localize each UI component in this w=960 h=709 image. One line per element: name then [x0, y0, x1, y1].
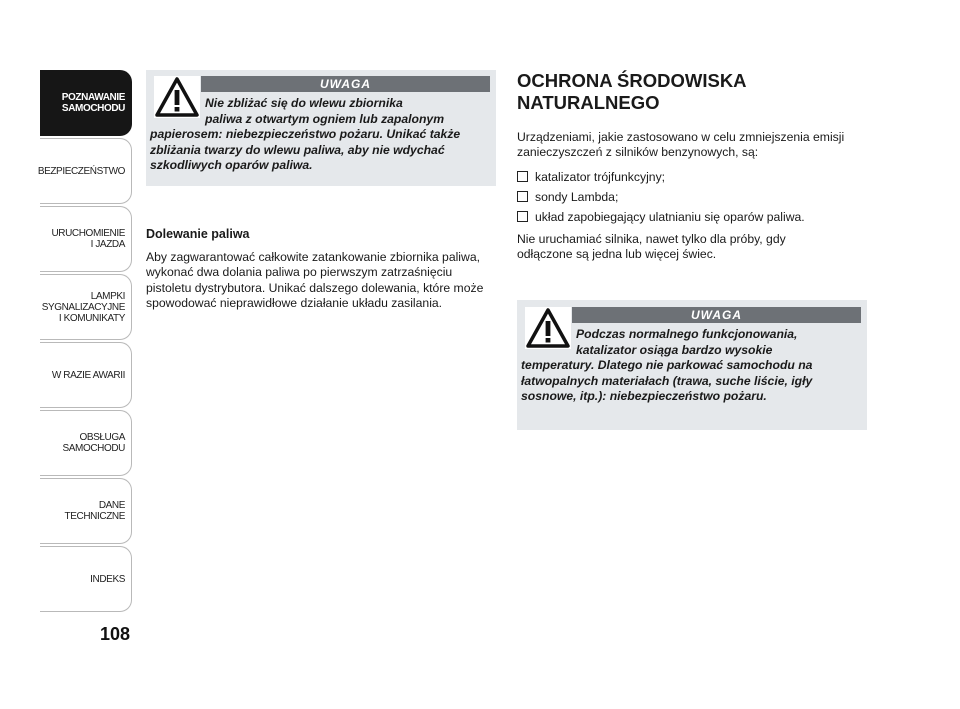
checkbox-icon [517, 211, 528, 222]
list-item-text: sondy Lambda; [535, 190, 619, 204]
tab-dane-techniczne[interactable] [40, 478, 132, 544]
page-title [517, 70, 747, 114]
checkbox-icon [517, 171, 528, 182]
warning-line: Nie zbliżać się do wlewu zbiornika [205, 96, 403, 110]
warning-header: UWAGA [572, 307, 861, 323]
list-item-text: katalizator trójfunkcyjny; [535, 170, 666, 184]
tab-uruchomienie-i-jazda[interactable] [40, 206, 132, 272]
environment-intro: Urządzeniami, jakie zastosowano w celu zmniejszenia emisji zanieczyszczeń z silników benzynowych, są: [517, 130, 845, 160]
list-item [517, 187, 805, 207]
list-item [517, 207, 805, 227]
warning-box-fuel [146, 70, 496, 186]
warning-line: katalizator osiąga bardzo wysokie [576, 342, 773, 357]
tab-label: DANE TECHNICZNE [64, 500, 125, 522]
tab-label: OBSŁUGA SAMOCHODU [62, 432, 125, 454]
warning-line: temperatury. Dlatego nie parkować samochodu na łatwopalnych materiałach (trawa, suche liście, igły sosnowe, itp.): niebezpieczeństwo pożaru. [521, 358, 813, 403]
list-item-text: układ zapobiegający ulatnianiu się oparów paliwa. [535, 210, 805, 224]
tab-poznawanie-samochodu[interactable] [40, 70, 132, 136]
tab-label: BEZPIECZEŃSTWO [37, 165, 125, 177]
warning-line: papierosem: niebezpieczeństwo pożaru. Unikać także zbliżania twarzy do wlewu paliwa, aby nie wdychać szkodliwych oparów paliwa. [150, 127, 461, 172]
page-number: 108 [100, 624, 131, 644]
environment-note: Nie uruchamiać silnika, nawet tylko dla próby, gdy odłączone są jedna lub więcej świec. [517, 232, 786, 262]
title-line: NATURALNEGO [517, 92, 660, 113]
tab-w-razie-awarii[interactable] [40, 342, 132, 408]
title-line: OCHRONA ŚRODOWISKA [517, 70, 747, 91]
warning-text [521, 327, 865, 405]
tab-label: INDEKS [90, 573, 125, 585]
checkbox-icon [517, 191, 528, 202]
warning-header: UWAGA [201, 76, 490, 92]
warning-line: Podczas normalnego funkcjonowania, [576, 327, 798, 341]
tab-bezpieczenstwo[interactable] [37, 138, 132, 204]
tab-obsluga-samochodu[interactable] [40, 410, 132, 476]
tab-label: W RAZIE AWARII [51, 369, 125, 381]
tab-label: LAMPKI SYGNALIZACYJNE I KOMUNIKATY [41, 290, 125, 324]
tab-lampki-sygnalizacyjne[interactable] [40, 274, 132, 340]
warning-text [150, 96, 494, 174]
device-list [517, 167, 805, 227]
chapter-sidebar [37, 70, 132, 614]
warning-line: paliwa z otwartym ogniem lub zapalonym [205, 111, 445, 126]
tab-indeks[interactable] [40, 546, 132, 612]
tab-label: URUCHOMIENIE I JAZDA [51, 228, 125, 250]
list-item [517, 167, 805, 187]
warning-box-catalyst [517, 300, 867, 430]
tab-label: POZNAWANIE SAMOCHODU [61, 92, 125, 114]
refuel-text: Aby zagwarantować całkowite zatankowanie zbiornika paliwa, wykonać dwa dolania paliwa po pierwszym zatrzaśnięciu pistoletu dystrybutora. Unikać dalszego dolewania, które może spowodować nieprawidłowe działanie układu zasilania. [146, 250, 484, 310]
section-title-refuel: Dolewanie paliwa [146, 227, 250, 241]
